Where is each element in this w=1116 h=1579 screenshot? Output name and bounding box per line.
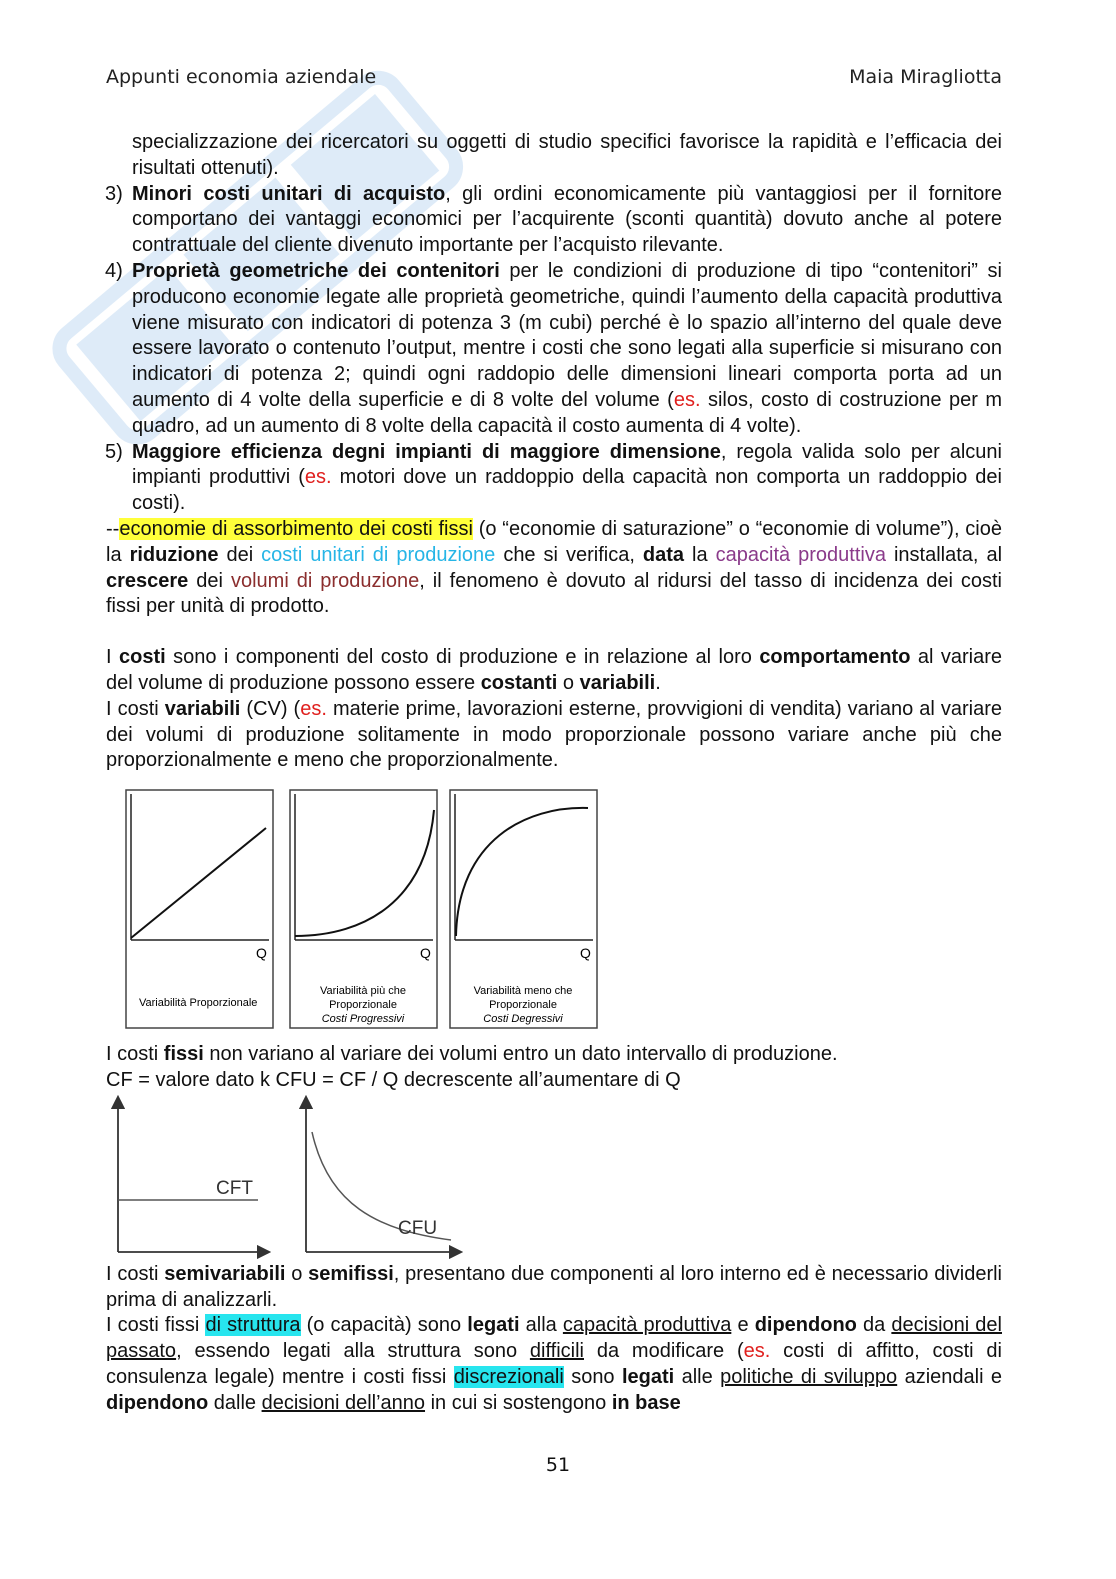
paragraph-costi-fissi: I costi fissi non variano al variare dei volumi entro un dato intervallo di produzione. bbox=[106, 1043, 838, 1066]
paragraph-costi: I costi sono i componenti del costo di produzione e in relazione al loro comportamento al variare del volume di produzione possono essere costanti o variabili. bbox=[106, 646, 1002, 694]
formula-line: CF = valore dato k CFU = CF / Q decrescente all’aumentare di Q bbox=[106, 1068, 681, 1091]
document-body bbox=[106, 130, 1002, 1417]
caption-line-2: Proporzionale bbox=[489, 999, 557, 1012]
chart-cfu bbox=[306, 1102, 456, 1252]
axis-label-q: Q bbox=[256, 945, 267, 962]
label-cfu: CFU bbox=[398, 1217, 438, 1239]
caption-line-1: Variabilità più che bbox=[319, 985, 407, 998]
paragraph-economie: --economie di assorbimento dei costi fissi (o “economie di saturazione” o “economie di volume”), cioè la riduzione dei costi unitari di produzione che si verifica, data la capacità produttiva installata, al crescere dei volumi di produzione, il fenomeno è dovuto al ridursi del tasso di incidenza dei costi fissi per unità di prodotto. bbox=[106, 517, 1003, 618]
paragraph-semivariabili: I costi semivariabili o semifissi, presentano due componenti al loro interno ed è necessario dividerli prima di analizzarli. bbox=[106, 1262, 1002, 1311]
header-right: Maia Miragliotta bbox=[849, 66, 1002, 88]
list-item-4: 4) Proprietà geometriche dei contenitori per le condizioni di produzione di tipo “contenitori” si producono economie legate alle proprietà geometriche, quindi l’aumento della capacità produttiva viene misurato con indicatori di potenza 3 (m cubi) perché è lo spazio all’interno del quale deve essere lavorato o contenuto l’output, mentre i costi che sono legati alla superficie si misurano con indicatori di potenza 2; quindi ogni raddopio delle dimensioni lineari comporta porta ad un aumento di 4 volte della superficie e di 8 volte del volume (es. silos, costo di costruzione per m quadro, ad un aumento di 8 volte della capacità il costo aumenta di 4 volte). bbox=[105, 259, 1002, 437]
variable-cost-charts bbox=[106, 780, 606, 1042]
paragraph-struttura: I costi fissi di struttura (o capacità) sono legati alla capacità produttiva e dipendono da decisioni del passato, essendo legati alla struttura sono difficili da modificare (es. costi di affitto, costi di consulenza legale) mentre i costi fissi discrezionali sono legati alle politiche di sviluppo aziendali e dipendono dalle decisioni dell’anno in cui si sostengono in base bbox=[106, 1314, 1003, 1414]
fixed-cost-charts bbox=[106, 1094, 486, 1262]
panel-proportional bbox=[126, 790, 273, 1028]
axis-label-q: Q bbox=[420, 945, 431, 962]
axis-label-q: Q bbox=[580, 945, 591, 962]
paragraph-continuation: specializzazione dei ricercatori su oggetti di studio specifici favorisce la rapidità e l’efficacia dei risultati ottenuti). bbox=[132, 131, 1002, 179]
chart-cft bbox=[118, 1102, 264, 1252]
caption-line-1: Variabilità meno che bbox=[473, 985, 573, 998]
panel-degressive bbox=[450, 790, 597, 1028]
list-item-5: 5) Maggiore efficienza degni impianti di maggiore dimensione, regola valida solo per alcuni impianti produttivi (es. motori dove un raddoppio della capacità non comporta un raddoppio dei costi). bbox=[105, 440, 1002, 515]
panel-progressive bbox=[290, 790, 437, 1028]
caption-line-3: Costi Progressivi bbox=[321, 1013, 405, 1026]
label-cft: CFT bbox=[216, 1177, 253, 1199]
caption-line-3: Costi Degressivi bbox=[483, 1013, 563, 1026]
panel-frame bbox=[126, 790, 273, 1028]
paragraph-costi-variabili: I costi variabili (CV) (es. materie prime, lavorazioni esterne, provvigioni di vendita) variano al variare dei volumi di produzione solitamente in modo proporzionale possono variare anche più che proporzionalmente e meno che proporzionalmente. bbox=[106, 697, 1003, 772]
variable-cost-figures bbox=[106, 780, 1002, 1042]
header-left: Appunti economia aziendale bbox=[106, 66, 377, 88]
caption-line-1: Variabilità Proporzionale bbox=[139, 997, 258, 1010]
caption-line-2: Proporzionale bbox=[329, 999, 397, 1012]
page-number: 51 bbox=[545, 1454, 571, 1476]
list-item-3: 3) Minori costi unitari di acquisto, gli ordini economicamente più vantaggiosi per il fornitore comportano dei vantaggi economici per l’acquirente (sconti quantità) dovuto anche al potere contrattuale del cliente divenuto importante per l’acquisto rilevante. bbox=[105, 182, 1002, 257]
fixed-cost-figures bbox=[106, 1094, 1002, 1262]
